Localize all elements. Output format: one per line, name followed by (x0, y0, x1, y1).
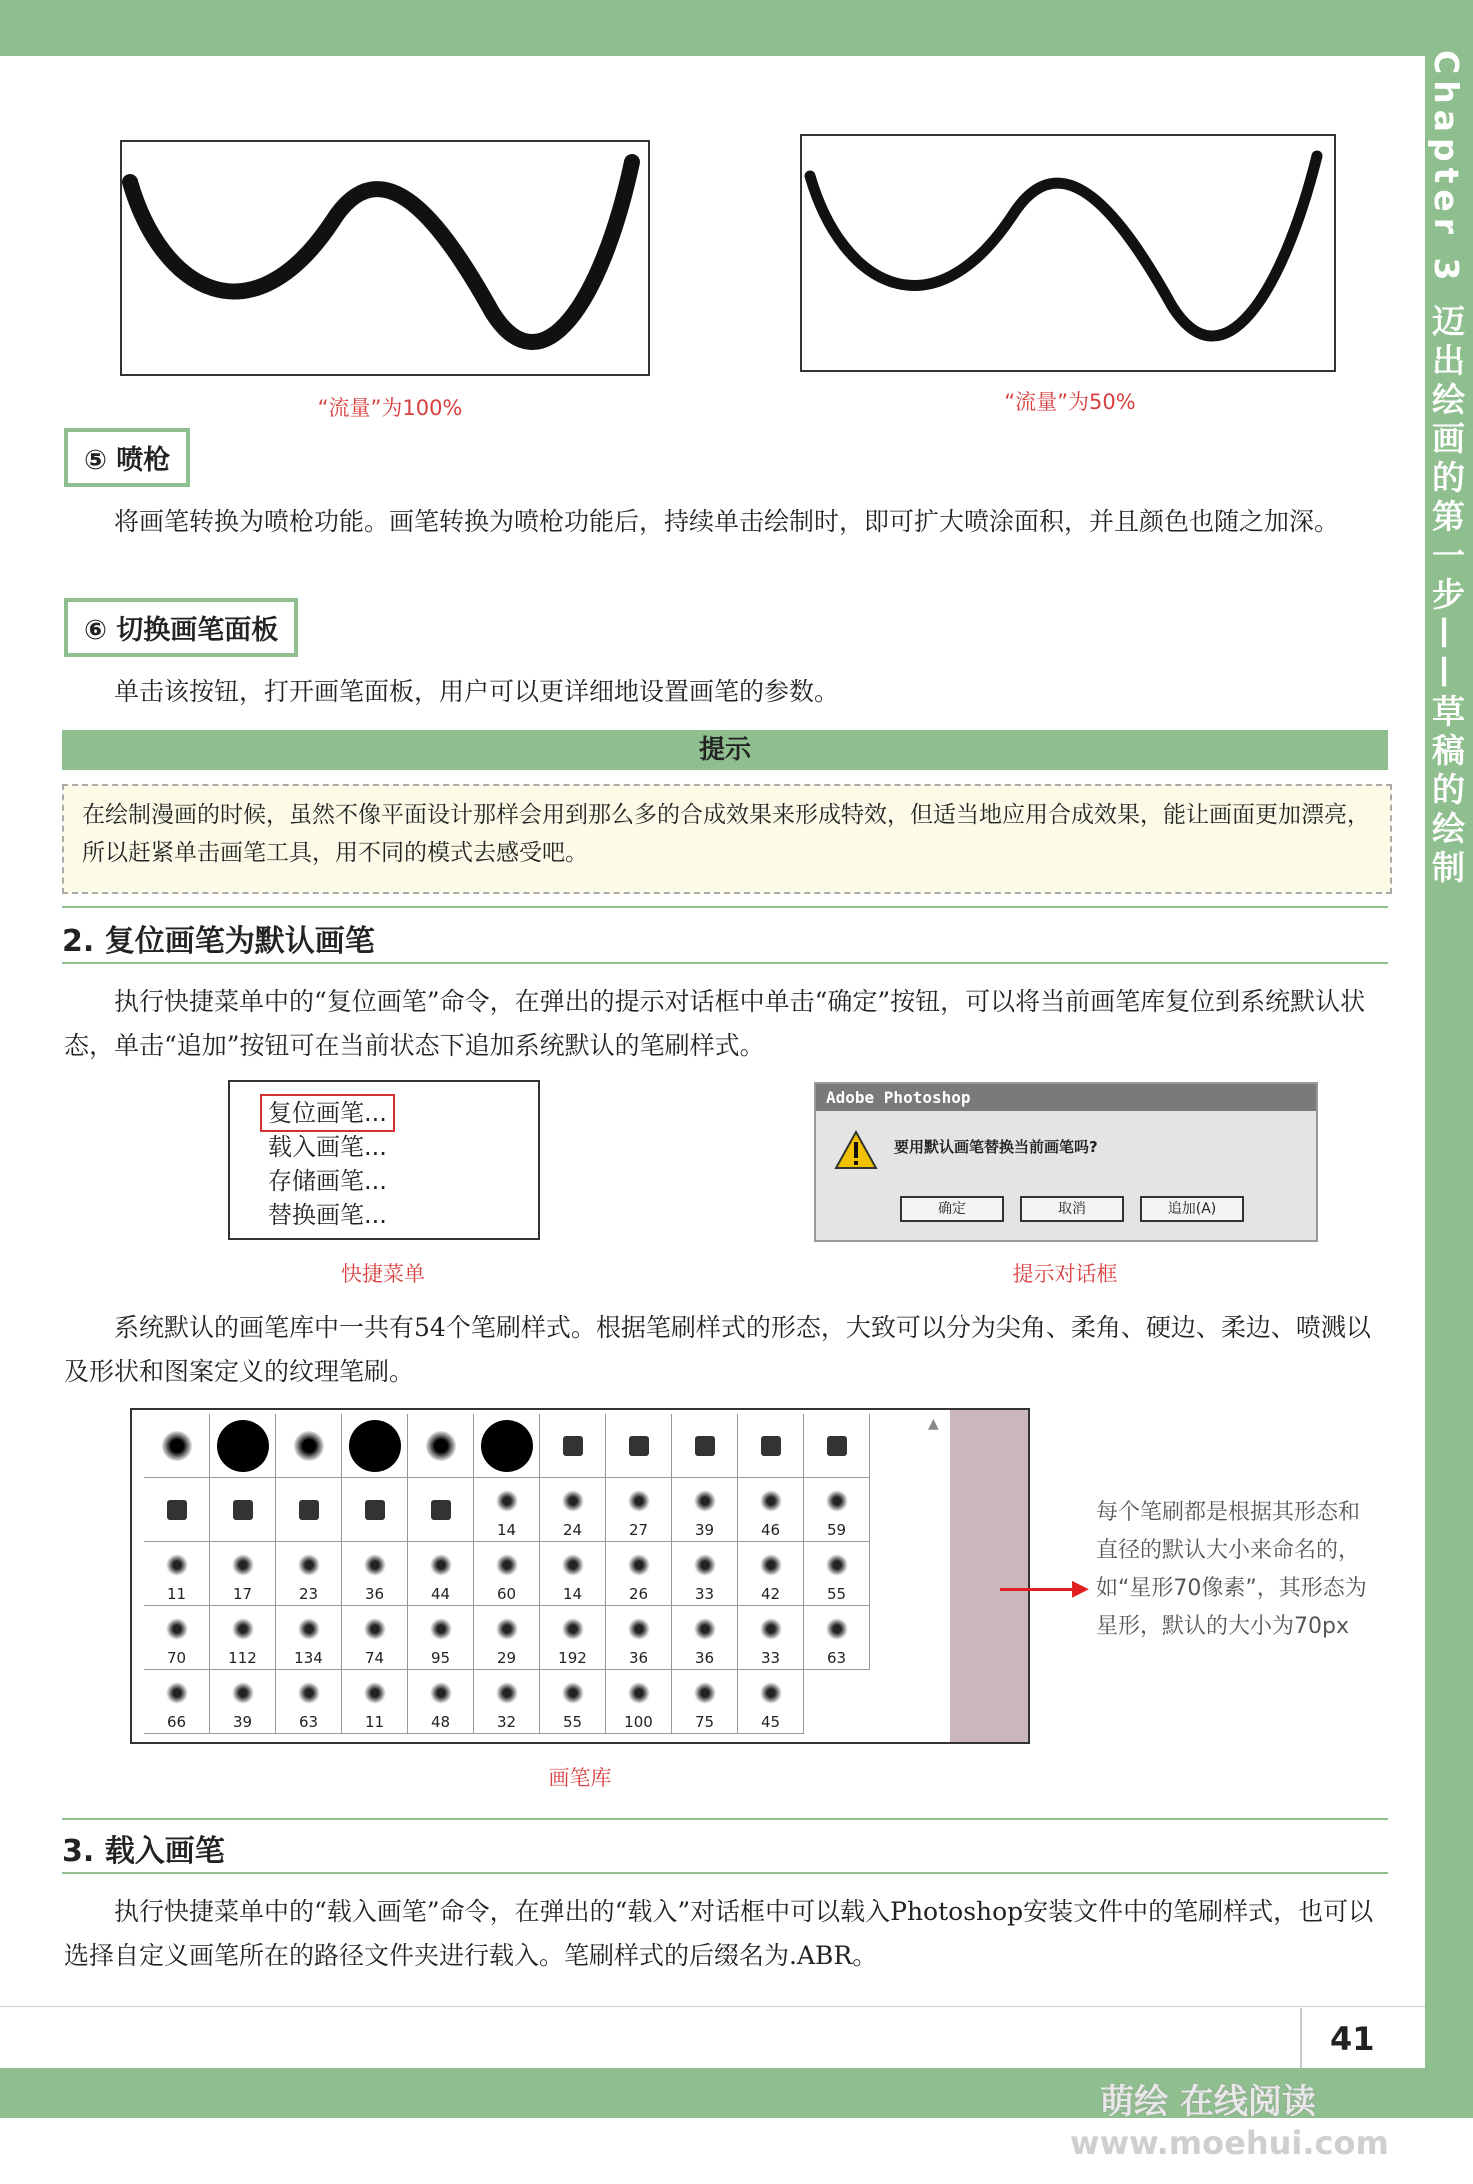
brush-size-label: 33 (760, 1649, 781, 1667)
top-band (0, 0, 1473, 56)
section2-heading: 2. 复位画笔为默认画笔 (62, 916, 1388, 964)
menu-item-reset[interactable]: 复位画笔... (260, 1094, 395, 1132)
caption-flow-50: “流量”为50% (1004, 390, 1136, 414)
brush-cell[interactable] (540, 1414, 606, 1478)
brush-cell[interactable] (474, 1606, 540, 1670)
brush-size-label: 70 (166, 1649, 187, 1667)
brush-tip-icon (628, 1682, 650, 1704)
warning-icon (834, 1130, 878, 1170)
section6-heading: ⑥ 切换画笔面板 (64, 598, 298, 657)
caption-library: 画笔库 (548, 1766, 612, 1790)
brush-cell[interactable] (276, 1414, 342, 1478)
brush-size-label: 26 (628, 1585, 649, 1603)
wave-figure-50 (800, 134, 1336, 372)
brush-size-label: 100 (624, 1713, 653, 1731)
watermark-line1: 萌绘 在线阅读 (1100, 2082, 1316, 2122)
brush-tip-icon (166, 1554, 188, 1576)
divider-3 (62, 1818, 1388, 1820)
brush-cell[interactable] (540, 1542, 606, 1606)
brush-library-grid (130, 1408, 1030, 1744)
brush-size-label: 14 (562, 1585, 583, 1603)
brush-size-label: 39 (694, 1521, 715, 1539)
brush-size-label: 59 (826, 1521, 847, 1539)
brush-tip-icon (628, 1490, 650, 1512)
brush-tip-icon (298, 1682, 320, 1704)
brush-cell[interactable] (408, 1414, 474, 1478)
brush-cell[interactable] (474, 1542, 540, 1606)
append-button[interactable]: 追加(A) (1140, 1196, 1244, 1222)
brush-cell[interactable] (738, 1478, 804, 1542)
brush-cell[interactable] (342, 1414, 408, 1478)
photoshop-dialog (814, 1082, 1318, 1242)
brush-tip-icon (298, 1554, 320, 1576)
brush-size-label: 36 (364, 1585, 385, 1603)
brush-size-label: 33 (694, 1585, 715, 1603)
brush-tip-icon (826, 1554, 848, 1576)
brush-tip-icon (349, 1420, 401, 1472)
brush-cell[interactable] (738, 1414, 804, 1478)
brush-tip-icon (364, 1682, 386, 1704)
brush-cell[interactable] (606, 1542, 672, 1606)
brush-size-label: 32 (496, 1713, 517, 1731)
brush-size-label: 74 (364, 1649, 385, 1667)
brush-tip-icon (629, 1436, 649, 1456)
divider (62, 906, 1388, 908)
brush-size-label: 63 (826, 1649, 847, 1667)
brush-tip-icon (826, 1490, 848, 1512)
brush-stroke-50 (802, 136, 1334, 370)
brush-cell[interactable] (606, 1478, 672, 1542)
brush-size-label: 45 (760, 1713, 781, 1731)
brush-cell[interactable] (474, 1414, 540, 1478)
brush-tip-icon (694, 1618, 716, 1640)
brush-size-label: 46 (760, 1521, 781, 1539)
brush-size-label: 55 (562, 1713, 583, 1731)
brush-cell[interactable] (672, 1414, 738, 1478)
brush-tip-icon (430, 1554, 452, 1576)
brush-tip-icon (298, 1618, 320, 1640)
brush-tip-icon (760, 1554, 782, 1576)
brush-cell[interactable] (408, 1542, 474, 1606)
library-text: 系统默认的画笔库中一共有54个笔刷样式。根据笔刷样式的形态，大致可以分为尖角、柔角、硬边、柔边、喷溅以及形状和图案定义的纹理笔刷。 (64, 1313, 1371, 1386)
brush-tip-icon (217, 1420, 269, 1472)
brush-cell[interactable] (276, 1542, 342, 1606)
brush-cell[interactable] (672, 1542, 738, 1606)
scroll-up-icon[interactable]: ▲ (928, 1416, 939, 1432)
brush-cell[interactable] (804, 1606, 870, 1670)
footer-rule (0, 2006, 1425, 2007)
brush-tip-icon (481, 1420, 533, 1472)
brush-size-label: 14 (496, 1521, 517, 1539)
brush-size-label: 29 (496, 1649, 517, 1667)
dialog-title: Adobe Photoshop (816, 1084, 1316, 1111)
brush-tip-icon (827, 1436, 847, 1456)
brush-tip-icon (562, 1554, 584, 1576)
brush-size-label: 95 (430, 1649, 451, 1667)
menu-item-replace[interactable]: 替换画笔... (268, 1201, 387, 1229)
brush-size-label: 63 (298, 1713, 319, 1731)
section6-text: 单击该按钮，打开画笔面板，用户可以更详细地设置画笔的参数。 (114, 677, 840, 706)
brush-tip-icon (430, 1618, 452, 1640)
brush-size-label: 24 (562, 1521, 583, 1539)
brush-size-label: 55 (826, 1585, 847, 1603)
brush-tip-icon (232, 1554, 254, 1576)
brush-cell[interactable] (342, 1606, 408, 1670)
brush-cell[interactable] (276, 1478, 342, 1542)
brush-cell[interactable] (408, 1606, 474, 1670)
shortcut-menu (228, 1080, 540, 1240)
brush-tip-icon (496, 1618, 518, 1640)
brush-tip-icon (233, 1500, 253, 1520)
watermark-line2: www.moehui.com (1070, 2124, 1389, 2162)
brush-tip-icon (628, 1618, 650, 1640)
brush-cell[interactable] (540, 1606, 606, 1670)
brush-cell[interactable] (672, 1606, 738, 1670)
tip-text: 在绘制漫画的时候，虽然不像平面设计那样会用到那么多的合成效果来形成特效，但适当地应用合成效果，能让画面更加漂亮，所以赶紧单击画笔工具，用不同的模式去感受吧。 (62, 784, 1392, 894)
brush-tip-icon (562, 1618, 584, 1640)
brush-cell[interactable] (342, 1670, 408, 1734)
brush-cell[interactable] (210, 1414, 276, 1478)
brush-tip-icon (430, 1682, 452, 1704)
brush-size-label: 75 (694, 1713, 715, 1731)
brush-tip-icon (694, 1490, 716, 1512)
brush-tip-icon (166, 1682, 188, 1704)
brush-cell[interactable] (738, 1670, 804, 1734)
footer-sep (1300, 2008, 1302, 2068)
brush-cell[interactable] (804, 1542, 870, 1606)
brush-tip-icon (562, 1682, 584, 1704)
brush-tip-icon (365, 1500, 385, 1520)
brush-cell[interactable] (144, 1606, 210, 1670)
brush-stroke-100 (122, 142, 648, 374)
brush-cell[interactable] (738, 1542, 804, 1606)
brush-tip-icon (694, 1682, 716, 1704)
brush-tip-icon (232, 1618, 254, 1640)
brush-tip-icon (232, 1682, 254, 1704)
brush-cell[interactable] (474, 1670, 540, 1734)
brush-size-label: 27 (628, 1521, 649, 1539)
brush-cell[interactable] (672, 1478, 738, 1542)
brush-cell[interactable] (804, 1478, 870, 1542)
brush-size-label: 36 (694, 1649, 715, 1667)
section3-text: 执行快捷菜单中的“载入画笔”命令，在弹出的“载入”对话框中可以载入Photoshop安装文件中的笔刷样式，也可以选择自定义画笔所在的路径文件夹进行载入。笔刷样式的后缀名为.ABR。 (64, 1897, 1374, 1970)
brush-cell[interactable] (144, 1414, 210, 1478)
brush-cell[interactable] (144, 1670, 210, 1734)
brush-tip-icon (695, 1436, 715, 1456)
caption-dialog: 提示对话框 (1012, 1262, 1118, 1286)
brush-size-label: 192 (558, 1649, 587, 1667)
brush-cell[interactable] (144, 1542, 210, 1606)
page-number: 41 (1330, 2020, 1375, 2058)
wave-figure-100 (120, 140, 650, 376)
brush-tip-icon (496, 1490, 518, 1512)
caption-flow-100: “流量”为100% (317, 396, 463, 420)
brush-size-label: 36 (628, 1649, 649, 1667)
brush-tip-icon (562, 1490, 584, 1512)
caption-menu: 快捷菜单 (341, 1262, 425, 1286)
brush-cell[interactable] (408, 1478, 474, 1542)
brush-tip-icon (364, 1554, 386, 1576)
brush-tip-icon (628, 1554, 650, 1576)
brush-tip-icon (496, 1682, 518, 1704)
brush-tip-icon (166, 1618, 188, 1640)
grid-scrollbar[interactable] (950, 1410, 1028, 1742)
brush-cell[interactable] (606, 1414, 672, 1478)
arrow-head-icon: ▶ (1072, 1576, 1089, 1601)
brush-tip-icon (563, 1436, 583, 1456)
brush-cell[interactable] (276, 1606, 342, 1670)
brush-cell[interactable] (276, 1670, 342, 1734)
brush-cell[interactable] (408, 1670, 474, 1734)
section3-heading: 3. 载入画笔 (62, 1826, 1388, 1874)
brush-tip-icon (431, 1500, 451, 1520)
brush-cell[interactable] (210, 1478, 276, 1542)
cancel-button[interactable]: 取消 (1020, 1196, 1124, 1222)
brush-size-label: 112 (228, 1649, 257, 1667)
brush-cell[interactable] (540, 1670, 606, 1734)
brush-cell[interactable] (210, 1670, 276, 1734)
brush-size-label: 39 (232, 1713, 253, 1731)
menu-item-save[interactable]: 存储画笔... (268, 1167, 387, 1195)
brush-tip-icon (162, 1431, 192, 1461)
brush-cell[interactable] (342, 1478, 408, 1542)
dialog-message: 要用默认画笔替换当前画笔吗? (894, 1138, 1098, 1156)
brush-cell[interactable] (606, 1606, 672, 1670)
brush-size-label: 42 (760, 1585, 781, 1603)
brush-size-label: 60 (496, 1585, 517, 1603)
brush-cell[interactable] (738, 1606, 804, 1670)
section5-text: 将画笔转换为喷枪功能。画笔转换为喷枪功能后，持续单击绘制时，即可扩大喷涂面积，并且颜色也随之加深。 (114, 507, 1340, 536)
brush-naming-note: 每个笔刷都是根据其形态和直径的默认大小来命名的，如“星形70像素”，其形态为星形，默认的大小为70px (1096, 1500, 1367, 1639)
brush-size-label: 48 (430, 1713, 451, 1731)
brush-tip-icon (364, 1618, 386, 1640)
brush-tip-icon (496, 1554, 518, 1576)
arrow-line (1000, 1588, 1080, 1591)
brush-cell[interactable] (804, 1414, 870, 1478)
ok-button[interactable]: 确定 (900, 1196, 1004, 1222)
section2-text: 执行快捷菜单中的“复位画笔”命令，在弹出的提示对话框中单击“确定”按钮，可以将当前画笔库复位到系统默认状态，单击“追加”按钮可在当前状态下追加系统默认的笔刷样式。 (64, 987, 1366, 1060)
brush-tip-icon (760, 1618, 782, 1640)
brush-size-label: 134 (294, 1649, 323, 1667)
brush-tip-icon (426, 1431, 456, 1461)
brush-size-label: 11 (364, 1713, 385, 1731)
brush-tip-icon (299, 1500, 319, 1520)
brush-tip-icon (761, 1436, 781, 1456)
brush-size-label: 17 (232, 1585, 253, 1603)
brush-cell[interactable] (540, 1478, 606, 1542)
tip-title: 提示 (62, 730, 1388, 770)
brush-size-label: 44 (430, 1585, 451, 1603)
brush-tip-icon (294, 1431, 324, 1461)
brush-tip-icon (760, 1490, 782, 1512)
brush-size-label: 11 (166, 1585, 187, 1603)
brush-cell[interactable] (144, 1478, 210, 1542)
brush-cell[interactable] (606, 1670, 672, 1734)
section5-heading: ⑤ 喷枪 (64, 428, 190, 487)
brush-tip-icon (760, 1682, 782, 1704)
brush-cell[interactable] (342, 1542, 408, 1606)
brush-tip-icon (694, 1554, 716, 1576)
brush-cell[interactable] (474, 1478, 540, 1542)
brush-cell[interactable] (210, 1606, 276, 1670)
brush-tip-icon (167, 1500, 187, 1520)
brush-cell[interactable] (672, 1670, 738, 1734)
brush-tip-icon (826, 1618, 848, 1640)
menu-item-load[interactable]: 载入画笔... (268, 1133, 387, 1161)
brush-cell[interactable] (210, 1542, 276, 1606)
brush-size-label: 23 (298, 1585, 319, 1603)
chapter-tab: Chapter 3 迈出绘画的第一步——草稿的绘制 (1427, 50, 1466, 889)
brush-size-label: 66 (166, 1713, 187, 1731)
